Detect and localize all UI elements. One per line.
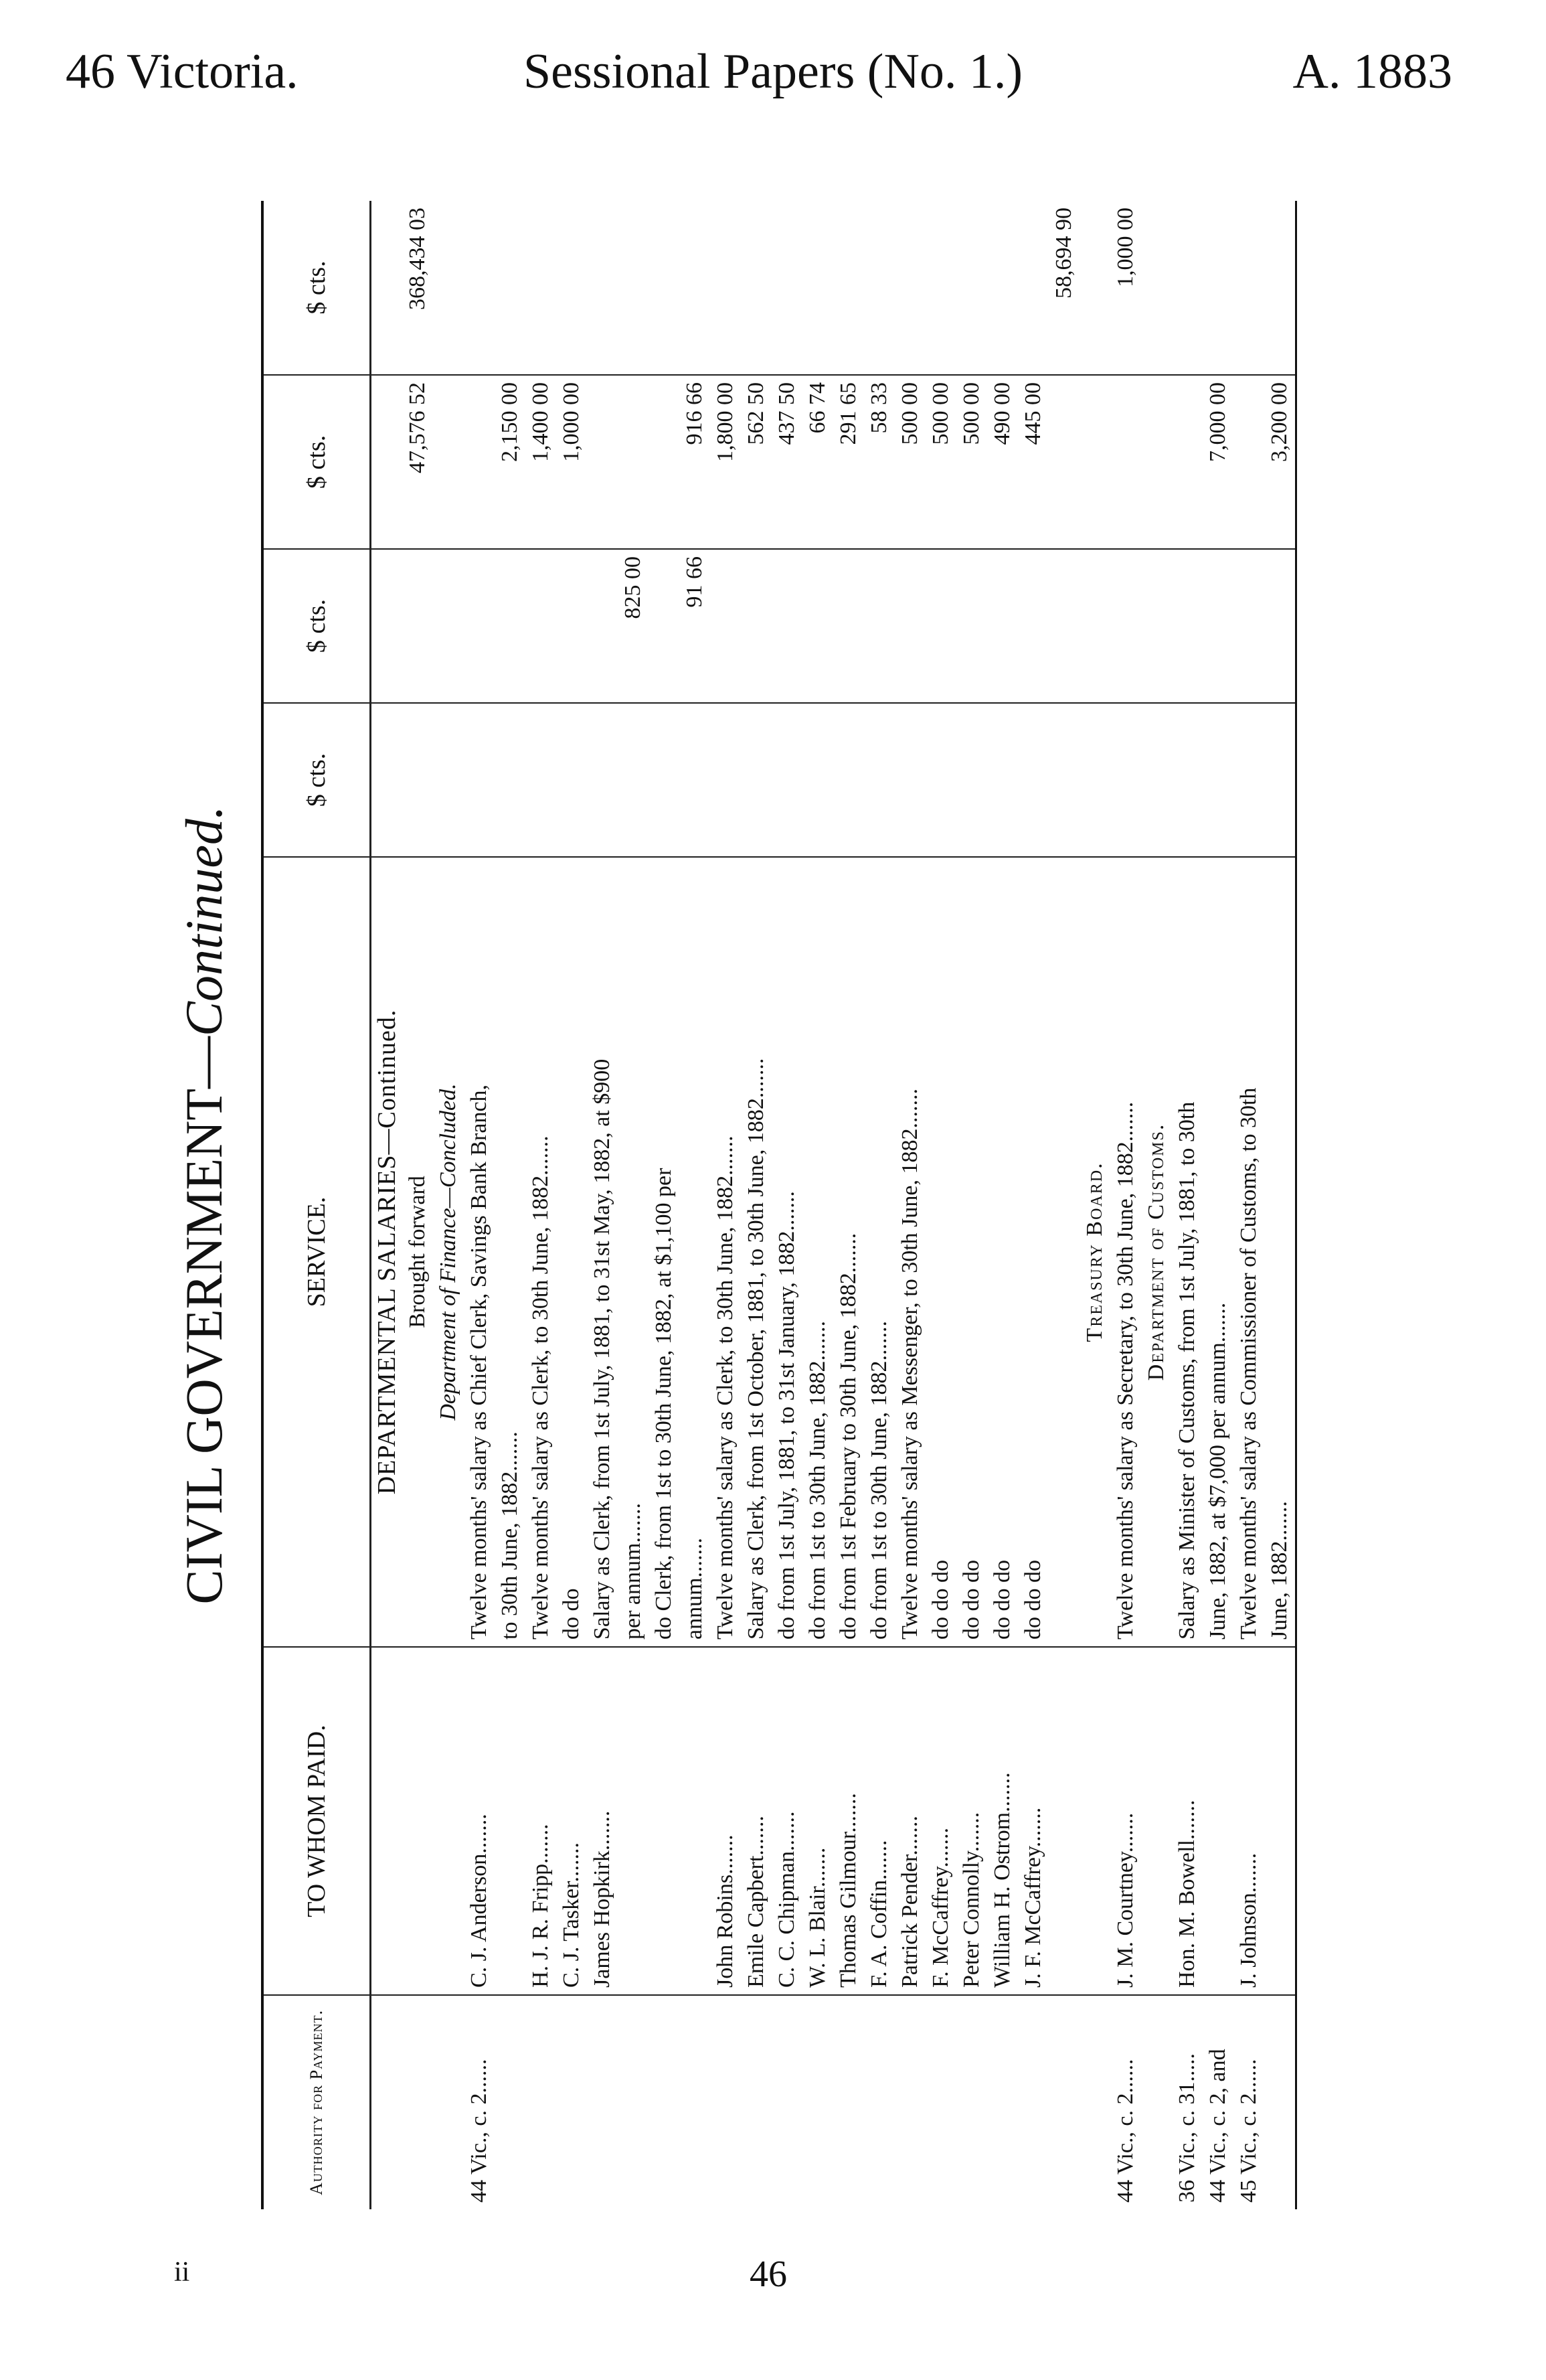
service-cell: Twelve months' salary as Clerk, to 30th June, 1882....... — [710, 857, 741, 1647]
amount-col1-cell — [587, 703, 618, 857]
amount-col1-cell — [1264, 703, 1296, 857]
amount-col3-cell: 7,000 00 — [1203, 375, 1233, 549]
table-row — [895, 201, 926, 2209]
authority-cell — [987, 1995, 1018, 2209]
amount-col2-cell — [525, 549, 556, 703]
service-cell: do from 1st February to 30th June, 1882....... — [833, 857, 864, 1647]
amount-col3-cell: 490 00 — [987, 375, 1018, 549]
amount-col4-cell — [895, 201, 926, 375]
table-row — [802, 201, 833, 2209]
payee-cell: C. C. Chipman....... — [772, 1647, 802, 1995]
service-cell: June, 1882, at $7,000 per annum....... — [1203, 857, 1233, 1647]
title-main: CIVIL GOVERNMENT— — [175, 1036, 233, 1605]
amount-col2-cell — [864, 549, 895, 703]
amount-col4-cell — [833, 201, 864, 375]
payee-cell: J. Johnson....... — [1233, 1647, 1264, 1995]
amount-col1-cell — [495, 703, 525, 857]
amount-col4-cell — [556, 201, 587, 375]
amount-col2-cell — [1233, 549, 1264, 703]
service-cell: Salary as Minister of Customs, from 1st July, 1881, to 30th — [1172, 857, 1203, 1647]
brought-forward-total: 368,434 03 — [402, 201, 433, 375]
table-row — [833, 201, 864, 2209]
amount-col1-cell — [895, 703, 926, 857]
table-row — [710, 201, 741, 2209]
authority-cell — [864, 1995, 895, 2209]
amount-col1-cell — [525, 703, 556, 857]
finance-total-row — [1049, 201, 1080, 2209]
amount-col4-cell — [1203, 201, 1233, 375]
amount-col1-cell — [649, 703, 679, 857]
amount-col3-cell: 500 00 — [956, 375, 987, 549]
service-cell: do do do — [987, 857, 1018, 1647]
empty-cell — [1080, 1647, 1110, 1995]
col-authority: Authority for Payment. — [262, 1995, 371, 2209]
amount-col1-cell — [1018, 703, 1049, 857]
amount-col4-cell — [1172, 201, 1203, 375]
authority-cell — [741, 1995, 772, 2209]
amount-col3-cell — [1172, 375, 1203, 549]
treasury-heading: Treasury Board. — [1080, 857, 1110, 1647]
amount-col1-cell — [1203, 703, 1233, 857]
amount-col2-cell — [833, 549, 864, 703]
running-header-center: Sessional Papers (No. 1.) — [523, 44, 1023, 99]
table-row — [587, 201, 618, 2209]
authority-cell — [1018, 1995, 1049, 2209]
amount-col2-cell — [956, 549, 987, 703]
service-cell: per annum....... — [618, 857, 649, 1647]
amount-col2-cell — [710, 549, 741, 703]
payee-cell: John Robins....... — [710, 1647, 741, 1995]
amount-col3-cell: 562 50 — [741, 375, 772, 549]
authority-cell: 44 Vic., c. 2...... — [466, 2059, 491, 2203]
empty-cell — [1141, 375, 1172, 549]
amount-col4-cell — [772, 201, 802, 375]
service-cell: Salary as Clerk, from 1st July, 1881, to 31st May, 1882, at $900 — [587, 857, 618, 1647]
empty-cell — [1049, 703, 1080, 857]
service-cell: do from 1st to 30th June, 1882....... — [802, 857, 833, 1647]
amount-col2-cell: 91 66 — [679, 549, 710, 703]
empty-cell — [1080, 1995, 1110, 2209]
amount-col3-cell: 916 66 — [679, 375, 710, 549]
service-cell: annum....... — [679, 857, 710, 1647]
amount-col4-cell — [495, 201, 525, 375]
payee-cell: H. J. R. Fripp....... — [525, 1647, 556, 1995]
col-amount-2: $ cts. — [262, 549, 371, 703]
table-row — [464, 201, 495, 2209]
payee-cell: F. A. Coffin....... — [864, 1647, 895, 1995]
service-cell: Twelve months' salary as Clerk, to 30th June, 1882....... — [525, 857, 556, 1647]
payee-cell: J. F. McCaffrey....... — [1018, 1647, 1049, 1995]
amount-col1-cell — [833, 703, 864, 857]
table-row — [495, 201, 525, 2209]
amount-col3-cell: 500 00 — [895, 375, 926, 549]
amount-col1-cell — [1233, 703, 1264, 857]
title-italic: Continued. — [175, 805, 233, 1036]
amount-col3-cell: 445 00 — [1018, 375, 1049, 549]
amount-col4-cell — [525, 201, 556, 375]
payee-cell: Emile Capbert....... — [741, 1647, 772, 1995]
authority-cell: 44 Vic., c. 2, and — [1205, 2049, 1230, 2203]
salary-table — [261, 201, 1297, 2209]
amount-col3-cell: 291 65 — [833, 375, 864, 549]
amount-col3-cell: 1,000 00 — [556, 375, 587, 549]
amount-col1-cell — [802, 703, 833, 857]
amount-col2-cell — [1264, 549, 1296, 703]
amount-col1-cell — [618, 703, 649, 857]
amount-col4-cell — [464, 201, 495, 375]
empty-cell — [1141, 1995, 1172, 2209]
amount-col4-cell — [710, 201, 741, 375]
amount-col2-cell — [464, 549, 495, 703]
table-row — [1264, 201, 1296, 2209]
amount-col3-cell: 437 50 — [772, 375, 802, 549]
empty-cell — [1141, 201, 1172, 375]
empty-cell — [1080, 703, 1110, 857]
amount-col2-cell — [1172, 549, 1203, 703]
finance-total: 58,694 90 — [1049, 201, 1080, 375]
empty-cell — [1141, 549, 1172, 703]
amount-col3-cell — [587, 375, 618, 549]
amount-col3-cell — [1110, 375, 1141, 549]
service-cell: Twelve months' salary as Secretary, to 30th June, 1882....... — [1110, 857, 1141, 1647]
amount-col4-cell — [1018, 201, 1049, 375]
authority-cell — [556, 1995, 587, 2209]
amount-col4-cell — [741, 201, 772, 375]
amount-col4-cell — [618, 201, 649, 375]
table-row — [679, 201, 710, 2209]
col-amount-4: $ cts. — [262, 201, 371, 375]
amount-col2-cell — [495, 549, 525, 703]
payee-cell: F. McCaffrey....... — [926, 1647, 956, 1995]
authority-cell: 36 Vic., c. 31..... — [1175, 2053, 1199, 2203]
payee-cell — [495, 1647, 525, 1995]
payee-cell: C. J. Tasker....... — [556, 1647, 587, 1995]
col-amount-3: $ cts. — [262, 375, 371, 549]
amount-col2-cell — [772, 549, 802, 703]
service-cell: do do — [556, 857, 587, 1647]
brought-forward-label: Brought forward — [402, 857, 433, 1647]
service-cell: do Clerk, from 1st to 30th June, 1882, at $1,100 per — [649, 857, 679, 1647]
finance-heading-row — [433, 201, 464, 2209]
table-row — [525, 201, 556, 2209]
amount-col3-cell — [1233, 375, 1264, 549]
amount-col3-cell: 2,150 00 — [495, 375, 525, 549]
empty-cell — [1049, 1647, 1080, 1995]
table-row — [864, 201, 895, 2209]
amount-col3-cell: 1,800 00 — [710, 375, 741, 549]
authority-cell — [895, 1995, 926, 2209]
amount-col4-cell — [587, 201, 618, 375]
amount-col1-cell — [864, 703, 895, 857]
running-header-left: 46 Victoria. — [66, 44, 298, 99]
payee-cell: Hon. M. Bowell....... — [1172, 1647, 1203, 1995]
amount-col1-cell — [956, 703, 987, 857]
amount-col4-cell — [1233, 201, 1264, 375]
service-cell: Twelve months' salary as Chief Clerk, Savings Bank Branch, — [464, 857, 495, 1647]
payee-cell: Peter Connolly....... — [956, 1647, 987, 1995]
amount-col3-cell: 3,200 00 — [1264, 375, 1296, 549]
table-row — [741, 201, 772, 2209]
amount-col2-cell — [895, 549, 926, 703]
section-heading: DEPARTMENTAL SALARIES—Continued. — [371, 857, 403, 1647]
amount-col2-cell — [556, 549, 587, 703]
authority-cell — [833, 1995, 864, 2209]
amount-col3-cell: 66 74 — [802, 375, 833, 549]
amount-col2-cell — [926, 549, 956, 703]
authority-cell — [679, 1995, 710, 2209]
amount-col2-cell — [1203, 549, 1233, 703]
amount-col2-cell — [987, 549, 1018, 703]
service-cell: do do do — [1018, 857, 1049, 1647]
amount-col4-cell — [679, 201, 710, 375]
authority-cell — [1264, 1995, 1296, 2209]
empty-cell — [1141, 703, 1172, 857]
page-number: 46 — [750, 2253, 787, 2295]
col-service: SERVICE. — [262, 857, 371, 1647]
amount-col3-cell — [618, 375, 649, 549]
amount-col4-cell — [1264, 201, 1296, 375]
amount-col1-cell — [464, 703, 495, 857]
service-cell: do do do — [926, 857, 956, 1647]
service-cell: Twelve months' salary as Messenger, to 30th June, 1882....... — [895, 857, 926, 1647]
amount-col1-cell — [772, 703, 802, 857]
table-row — [1203, 201, 1233, 2209]
amount-col1-cell — [679, 703, 710, 857]
payee-cell: James Hopkirk....... — [587, 1647, 618, 1995]
authority-cell — [802, 1995, 833, 2209]
amount-col2-cell — [741, 549, 772, 703]
empty-cell — [1080, 375, 1110, 549]
rotated-table-page — [167, 201, 1439, 2209]
side-number: ii — [174, 2257, 190, 2288]
customs-heading-row — [1141, 201, 1172, 2209]
table-row — [1018, 201, 1049, 2209]
service-cell: Twelve months' salary as Commissioner of Customs, to 30th — [1233, 857, 1264, 1647]
amount-col1-cell — [1172, 703, 1203, 857]
amount-col4-cell — [649, 201, 679, 375]
amount-col4-cell — [926, 201, 956, 375]
service-cell: do from 1st to 30th June, 1882....... — [864, 857, 895, 1647]
payee-cell: J. M. Courtney....... — [1110, 1647, 1141, 1995]
authority-cell — [710, 1995, 741, 2209]
service-cell: to 30th June, 1882....... — [495, 857, 525, 1647]
service-cell: Salary as Clerk, from 1st October, 1881, to 30th June, 1882....... — [741, 857, 772, 1647]
payee-cell — [649, 1647, 679, 1995]
running-header-right: A. 1883 — [1292, 44, 1452, 99]
amount-col4-cell — [802, 201, 833, 375]
empty-cell — [1049, 375, 1080, 549]
customs-heading: Department of Customs. — [1141, 857, 1172, 1647]
payee-cell — [618, 1647, 649, 1995]
brought-forward-row — [402, 201, 433, 2209]
authority-cell — [649, 1995, 679, 2209]
amount-col1-cell — [710, 703, 741, 857]
empty-cell — [1080, 201, 1110, 375]
amount-col4-cell — [987, 201, 1018, 375]
amount-col2-cell — [1018, 549, 1049, 703]
authority-cell — [495, 1995, 525, 2209]
empty-cell — [1141, 1647, 1172, 1995]
amount-col2-cell — [587, 549, 618, 703]
amount-col3-cell: 500 00 — [926, 375, 956, 549]
table-row — [1233, 201, 1264, 2209]
amount-col3-cell: 58 33 — [864, 375, 895, 549]
payee-cell: Thomas Gilmour....... — [833, 1647, 864, 1995]
table-row — [556, 201, 587, 2209]
table-row — [1110, 201, 1141, 2209]
table-row — [1172, 201, 1203, 2209]
payee-cell: Patrick Pender....... — [895, 1647, 926, 1995]
payee-cell: C. J. Anderson....... — [464, 1647, 495, 1995]
authority-cell — [587, 1995, 618, 2209]
amount-col3-cell — [464, 375, 495, 549]
amount-col2-cell — [649, 549, 679, 703]
table-row — [618, 201, 649, 2209]
payee-cell — [1203, 1647, 1233, 1995]
brought-forward-subtotal: 47,576 52 — [402, 375, 433, 549]
empty-cell — [1049, 857, 1080, 1647]
empty-cell — [1080, 549, 1110, 703]
col-amount-1: $ cts. — [262, 703, 371, 857]
table-header-row — [262, 201, 371, 2209]
amount-col2-cell — [802, 549, 833, 703]
amount-col3-cell: 1,400 00 — [525, 375, 556, 549]
amount-col3-cell — [649, 375, 679, 549]
table-row — [987, 201, 1018, 2209]
table-row — [956, 201, 987, 2209]
payee-cell — [1264, 1647, 1296, 1995]
authority-cell: 44 Vic., c. 2...... — [1113, 2059, 1138, 2203]
amount-col1-cell — [926, 703, 956, 857]
page-title — [167, 201, 241, 2209]
authority-cell — [772, 1995, 802, 2209]
amount-col1-cell — [987, 703, 1018, 857]
authority-cell — [525, 1995, 556, 2209]
service-cell: do from 1st July, 1881, to 31st January, 1882....... — [772, 857, 802, 1647]
col-paid-to: TO WHOM PAID. — [262, 1647, 371, 1995]
payee-cell — [679, 1647, 710, 1995]
empty-cell — [1049, 1995, 1080, 2209]
amount-col1-cell — [741, 703, 772, 857]
amount-col4-cell — [956, 201, 987, 375]
authority-cell — [618, 1995, 649, 2209]
table-row — [926, 201, 956, 2209]
payee-cell: W. L. Blair....... — [802, 1647, 833, 1995]
section-heading-row — [371, 201, 403, 2209]
finance-heading: Department of Finance—Concluded. — [433, 857, 464, 1647]
amount-col4-cell — [864, 201, 895, 375]
service-cell: June, 1882....... — [1264, 857, 1296, 1647]
table-row — [772, 201, 802, 2209]
authority-cell: 45 Vic., c. 2...... — [1236, 2059, 1261, 2203]
treasury-heading-row — [1080, 201, 1110, 2209]
treasury-total: 1,000 00 — [1110, 201, 1141, 375]
authority-cell — [926, 1995, 956, 2209]
amount-col2-cell — [1110, 549, 1141, 703]
payee-cell: William H. Ostrom....... — [987, 1647, 1018, 1995]
amount-col2-cell: 825 00 — [618, 549, 649, 703]
service-cell: do do do — [956, 857, 987, 1647]
amount-col1-cell — [556, 703, 587, 857]
authority-cell — [956, 1995, 987, 2209]
empty-cell — [1049, 549, 1080, 703]
amount-col1-cell — [1110, 703, 1141, 857]
table-row — [649, 201, 679, 2209]
